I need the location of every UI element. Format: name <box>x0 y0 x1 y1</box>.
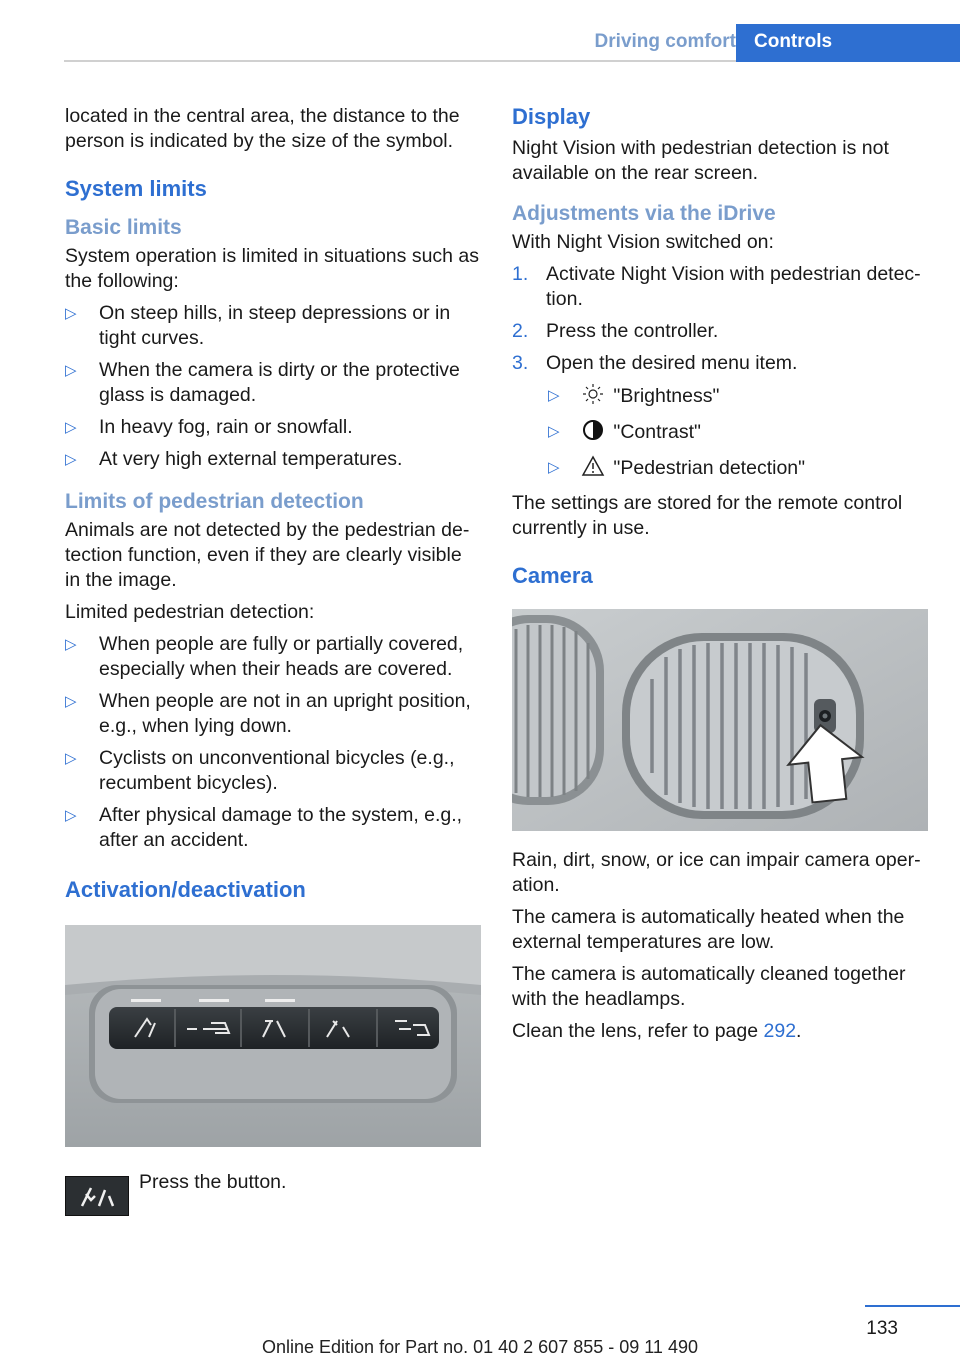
steps-list <box>512 262 930 484</box>
intro-paragraph: located in the central area, the distance to the person is indicated by the size of the symbol. <box>65 105 460 152</box>
heading-pedestrian-limits: Limits of pedestrian detection <box>65 490 364 513</box>
brightness-icon <box>578 383 608 412</box>
triangle-bullet-icon: ▷ <box>65 807 77 824</box>
heading-activation: Activation/deactivation <box>65 877 306 902</box>
list-item: ▷ When the camera is dirty or the protective glass is damaged. <box>65 359 460 406</box>
right-column <box>512 104 930 1051</box>
camera-paragraph-4: Clean the lens, refer to page 292. <box>512 1020 802 1042</box>
basic-limits-list <box>65 301 481 472</box>
limited-detection-label: Limited pedestrian detection: <box>65 601 315 623</box>
camera-paragraph-3: The camera is automatically cleaned together with the headlamps. <box>512 963 906 1010</box>
triangle-bullet-icon: ▷ <box>65 451 77 468</box>
menu-item-contrast: ▷ "Contrast" <box>546 419 930 448</box>
page-reference-link[interactable]: 292 <box>763 1020 797 1042</box>
camera-paragraph-1: Rain, dirt, snow, or ice can impair camera oper-ation. <box>512 849 921 896</box>
heading-display: Display <box>512 104 591 129</box>
button-panel-image <box>65 925 481 1147</box>
left-column <box>65 104 481 1216</box>
triangle-bullet-icon: ▷ <box>65 636 77 653</box>
contrast-icon <box>578 419 608 448</box>
step-item: 3. Open the desired menu item. ▷ "Brightness" ▷ "Contrast" ▷ "Pedestrian detection" <box>512 351 930 484</box>
footer-rule <box>865 1305 960 1307</box>
triangle-bullet-icon: ▷ <box>548 387 560 404</box>
basic-limits-text: System operation is limited in situations such as the following: <box>65 245 480 292</box>
camera-grille-image <box>512 609 928 831</box>
menu-item-brightness: ▷ "Brightness" <box>546 383 930 412</box>
heading-system-limits: System limits <box>65 176 207 201</box>
list-item: ▷ After physical damage to the system, e.g., after an accident. <box>65 804 463 851</box>
step-item: 1. Activate Night Vision with pedestrian detec-tion. <box>512 263 921 310</box>
menu-item-pedestrian-detection: ▷ "Pedestrian detection" <box>546 455 930 484</box>
list-item: ▷ In heavy fog, rain or snowfall. <box>65 416 353 438</box>
triangle-bullet-icon: ▷ <box>65 305 77 322</box>
list-item: ▷ At very high external temperatures. <box>65 448 403 470</box>
press-button-text: Press the button. <box>139 1171 287 1193</box>
camera-paragraph-2: The camera is automatically heated when the external temperatures are low. <box>512 906 905 953</box>
night-vision-button-icon <box>65 1176 129 1216</box>
step-item: 2. Press the controller. <box>512 320 719 342</box>
page-header <box>0 24 960 62</box>
triangle-bullet-icon: ▷ <box>548 459 560 476</box>
instruction-row <box>65 1170 481 1216</box>
menu-items-list <box>546 383 930 484</box>
warning-triangle-icon <box>578 455 608 484</box>
page-number: 133 <box>866 1318 898 1339</box>
triangle-bullet-icon: ▷ <box>65 693 77 710</box>
heading-adjustments: Adjustments via the iDrive <box>512 202 776 225</box>
triangle-bullet-icon: ▷ <box>65 419 77 436</box>
list-item: ▷ On steep hills, in steep depressions or in tight curves. <box>65 302 451 349</box>
list-item: ▷ When people are fully or partially covered, especially when their heads are covered. <box>65 633 464 680</box>
heading-basic-limits: Basic limits <box>65 216 182 239</box>
triangle-bullet-icon: ▷ <box>548 423 560 440</box>
pedestrian-limits-text: Animals are not detected by the pedestrian de-tection function, even if they are clearly visible in the image. <box>65 519 470 591</box>
header-section-title: Driving comfort <box>594 31 736 52</box>
settings-stored-text: The settings are stored for the remote control currently in use. <box>512 492 903 539</box>
list-item: ▷ Cyclists on unconventional bicycles (e.g., recumbent bicycles). <box>65 747 455 794</box>
heading-camera: Camera <box>512 563 593 588</box>
footer-edition-text: Online Edition for Part no. 01 40 2 607 855 - 09 11 490 <box>262 1337 698 1357</box>
triangle-bullet-icon: ▷ <box>65 362 77 379</box>
display-text: Night Vision with pedestrian detection is not available on the rear screen. <box>512 137 889 184</box>
limited-detection-list <box>65 632 481 853</box>
header-chapter-tab: Controls <box>736 24 960 62</box>
list-item: ▷ When people are not in an upright position, e.g., when lying down. <box>65 690 471 737</box>
adjust-text: With Night Vision switched on: <box>512 231 774 253</box>
triangle-bullet-icon: ▷ <box>65 750 77 767</box>
